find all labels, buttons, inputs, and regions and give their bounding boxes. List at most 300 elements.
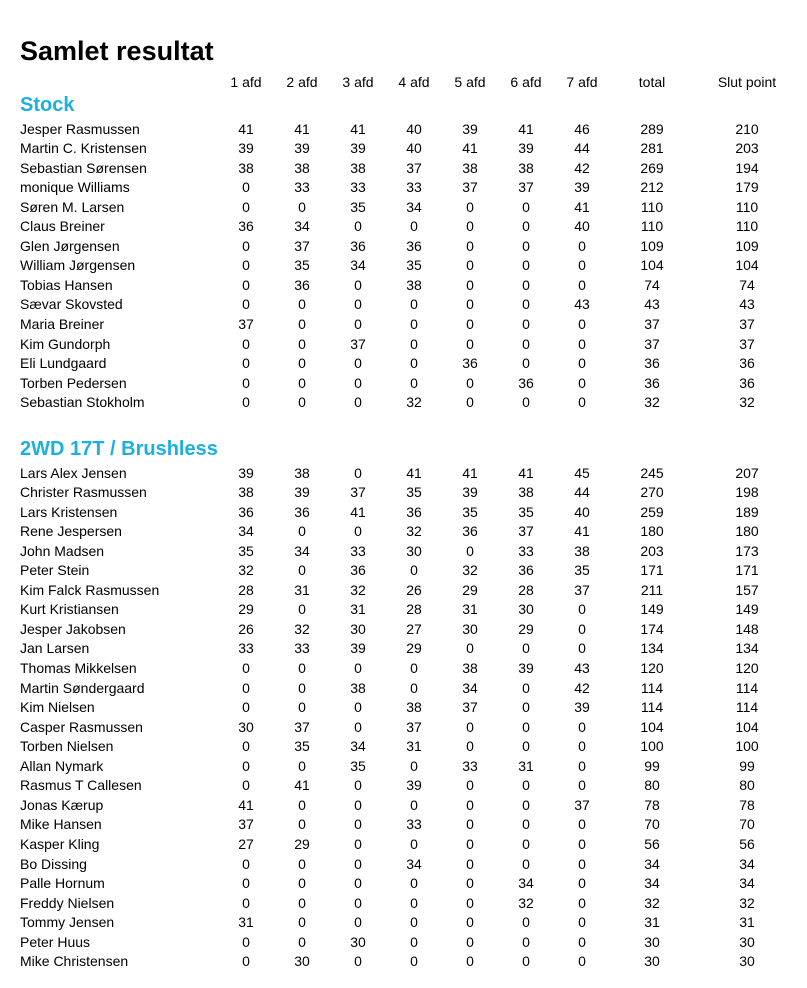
score-cell: 37 <box>238 816 254 833</box>
score-cell: 0 <box>466 237 474 254</box>
table-row <box>0 815 807 835</box>
score-cell: 0 <box>298 355 306 372</box>
score-cell: 39 <box>518 140 534 157</box>
score-cell: 41 <box>350 120 366 137</box>
score-cell: 34 <box>644 875 660 892</box>
score-cell: 39 <box>238 464 254 481</box>
score-cell: 31 <box>350 601 366 618</box>
score-cell: 174 <box>640 620 664 637</box>
score-cell: 0 <box>354 699 362 716</box>
table-row <box>0 835 807 855</box>
score-cell: 30 <box>350 620 366 637</box>
score-cell: 39 <box>518 660 534 676</box>
score-cell: 0 <box>466 933 474 950</box>
driver-name: Maria Breiner <box>20 316 105 332</box>
score-cell: 0 <box>242 679 250 696</box>
score-cell: 0 <box>242 335 250 352</box>
score-cell: 134 <box>640 640 664 657</box>
score-cell: 194 <box>735 159 759 176</box>
driver-name: Lars Alex Jensen <box>20 464 127 481</box>
score-cell: 38 <box>574 542 590 559</box>
score-cell: 0 <box>354 796 362 813</box>
score-cell: 41 <box>406 464 422 481</box>
score-cell: 207 <box>735 464 759 481</box>
score-cell: 0 <box>522 316 530 332</box>
score-cell: 41 <box>350 503 366 520</box>
score-cell: 134 <box>735 640 759 657</box>
score-cell: 34 <box>294 218 310 235</box>
score-cell: 0 <box>354 777 362 794</box>
score-cell: 39 <box>350 140 366 157</box>
score-cell: 0 <box>522 198 530 215</box>
score-cell: 29 <box>238 601 254 618</box>
score-cell: 0 <box>410 894 418 911</box>
score-cell: 0 <box>298 933 306 950</box>
score-cell: 0 <box>354 296 362 313</box>
score-cell: 0 <box>410 374 418 391</box>
score-cell: 37 <box>574 796 590 813</box>
score-cell: 38 <box>406 276 422 293</box>
score-cell: 41 <box>518 464 534 481</box>
score-cell: 39 <box>574 699 590 716</box>
score-cell: 37 <box>294 237 310 254</box>
table-row <box>0 217 807 237</box>
score-cell: 0 <box>522 777 530 794</box>
score-cell: 0 <box>578 394 586 411</box>
score-cell: 0 <box>578 316 586 332</box>
table-row <box>0 256 807 276</box>
driver-name: Martin C. Kristensen <box>20 140 147 157</box>
score-cell: 30 <box>644 933 660 950</box>
score-cell: 0 <box>354 953 362 970</box>
driver-name: Freddy Nielsen <box>20 894 115 911</box>
column-header: 7 afd <box>566 74 598 90</box>
score-cell: 0 <box>242 933 250 950</box>
score-cell: 0 <box>410 835 418 852</box>
table-row <box>0 620 807 640</box>
score-cell: 114 <box>640 679 664 696</box>
score-cell: 269 <box>640 159 664 176</box>
score-cell: 80 <box>739 777 755 794</box>
score-cell: 0 <box>466 374 474 391</box>
score-cell: 0 <box>410 914 418 931</box>
score-cell: 0 <box>466 777 474 794</box>
score-cell: 36 <box>644 374 660 391</box>
table-row <box>0 933 807 953</box>
score-cell: 37 <box>462 179 478 196</box>
score-cell: 43 <box>574 660 590 676</box>
score-cell: 0 <box>298 875 306 892</box>
score-cell: 36 <box>739 374 755 391</box>
table-row <box>0 503 807 523</box>
score-cell: 0 <box>466 914 474 931</box>
score-cell: 44 <box>574 484 590 501</box>
page-title: Samlet resultat <box>20 36 214 66</box>
score-cell: 39 <box>294 484 310 501</box>
score-cell: 39 <box>294 140 310 157</box>
score-cell: 0 <box>242 875 250 892</box>
score-cell: 0 <box>522 933 530 950</box>
score-cell: 43 <box>739 296 755 313</box>
score-cell: 0 <box>578 914 586 931</box>
score-cell: 0 <box>242 198 250 215</box>
score-cell: 0 <box>466 640 474 657</box>
score-cell: 37 <box>406 718 422 735</box>
score-cell: 109 <box>735 237 759 254</box>
score-cell: 0 <box>522 953 530 970</box>
score-cell: 0 <box>578 335 586 352</box>
score-cell: 0 <box>354 276 362 293</box>
score-cell: 37 <box>350 335 366 352</box>
score-cell: 43 <box>574 296 590 313</box>
score-cell: 0 <box>354 894 362 911</box>
score-cell: 27 <box>238 835 254 852</box>
score-cell: 39 <box>462 120 478 137</box>
driver-name: monique Williams <box>20 179 130 196</box>
score-cell: 0 <box>354 355 362 372</box>
driver-name: Kasper Kling <box>20 835 100 852</box>
score-cell: 38 <box>294 159 310 176</box>
score-cell: 171 <box>735 562 759 579</box>
table-row <box>0 393 807 413</box>
score-cell: 0 <box>578 855 586 872</box>
score-cell: 0 <box>298 335 306 352</box>
driver-name: Sebastian Sørensen <box>20 159 147 176</box>
score-cell: 74 <box>739 276 755 293</box>
score-cell: 0 <box>410 933 418 950</box>
column-header: total <box>638 74 666 90</box>
score-cell: 210 <box>735 120 759 137</box>
score-cell: 0 <box>410 875 418 892</box>
score-cell: 35 <box>574 562 590 579</box>
score-cell: 36 <box>406 503 422 520</box>
score-cell: 35 <box>238 542 254 559</box>
table-row <box>0 894 807 914</box>
score-cell: 37 <box>574 581 590 598</box>
score-cell: 39 <box>574 179 590 196</box>
score-cell: 0 <box>522 218 530 235</box>
score-cell: 32 <box>739 394 755 411</box>
score-cell: 30 <box>294 953 310 970</box>
table-row <box>0 796 807 816</box>
score-cell: 34 <box>644 855 660 872</box>
score-cell: 0 <box>410 562 418 579</box>
score-cell: 0 <box>410 757 418 774</box>
score-cell: 0 <box>522 835 530 852</box>
score-cell: 173 <box>735 542 759 559</box>
score-cell: 37 <box>350 484 366 501</box>
score-cell: 0 <box>242 374 250 391</box>
score-cell: 26 <box>238 620 254 637</box>
score-cell: 29 <box>406 640 422 657</box>
score-cell: 41 <box>574 198 590 215</box>
score-cell: 36 <box>294 276 310 293</box>
score-cell: 38 <box>350 679 366 696</box>
score-cell: 0 <box>298 601 306 618</box>
score-cell: 41 <box>294 120 310 137</box>
table-row <box>0 295 807 315</box>
table-row <box>0 276 807 296</box>
score-cell: 0 <box>522 257 530 274</box>
table-row <box>0 120 807 140</box>
table-row <box>0 374 807 394</box>
score-cell: 36 <box>462 355 478 372</box>
score-cell: 259 <box>640 503 664 520</box>
score-cell: 0 <box>298 816 306 833</box>
driver-name: Kurt Kristiansen <box>20 601 119 618</box>
table-row <box>0 464 807 484</box>
table-row <box>0 757 807 777</box>
score-cell: 40 <box>574 218 590 235</box>
score-cell: 80 <box>644 777 660 794</box>
score-cell: 0 <box>578 374 586 391</box>
score-cell: 0 <box>578 875 586 892</box>
score-cell: 38 <box>518 484 534 501</box>
score-cell: 114 <box>640 699 664 716</box>
score-cell: 36 <box>406 237 422 254</box>
score-cell: 0 <box>242 237 250 254</box>
score-cell: 36 <box>238 218 254 235</box>
score-cell: 41 <box>238 120 254 137</box>
score-cell: 0 <box>242 179 250 196</box>
driver-name: Jan Larsen <box>20 640 90 657</box>
score-cell: 0 <box>298 316 306 332</box>
score-cell: 0 <box>298 394 306 411</box>
score-cell: 0 <box>522 276 530 293</box>
score-cell: 110 <box>640 218 664 235</box>
score-cell: 0 <box>410 335 418 352</box>
table-row <box>0 178 807 198</box>
score-cell: 0 <box>354 316 362 332</box>
table-row <box>0 698 807 718</box>
score-cell: 0 <box>466 276 474 293</box>
driver-name: John Madsen <box>20 542 105 559</box>
driver-name: Søren M. Larsen <box>20 198 125 215</box>
score-cell: 40 <box>406 140 422 157</box>
score-cell: 0 <box>298 660 306 676</box>
score-cell: 36 <box>644 355 660 372</box>
score-cell: 0 <box>298 855 306 872</box>
score-cell: 0 <box>522 816 530 833</box>
score-cell: 37 <box>406 159 422 176</box>
score-cell: 0 <box>578 835 586 852</box>
table-row <box>0 737 807 757</box>
score-cell: 0 <box>578 640 586 657</box>
score-cell: 120 <box>640 660 664 676</box>
score-cell: 35 <box>350 757 366 774</box>
score-cell: 0 <box>578 894 586 911</box>
score-cell: 38 <box>518 159 534 176</box>
driver-name: Glen Jørgensen <box>20 237 120 254</box>
score-cell: 171 <box>640 562 664 579</box>
score-cell: 245 <box>640 464 664 481</box>
score-cell: 38 <box>350 159 366 176</box>
score-cell: 45 <box>574 464 590 481</box>
score-cell: 0 <box>466 542 474 559</box>
score-cell: 39 <box>238 140 254 157</box>
score-cell: 32 <box>739 894 755 911</box>
score-cell: 39 <box>406 777 422 794</box>
score-cell: 99 <box>644 757 660 774</box>
driver-name: Mike Christensen <box>20 953 129 970</box>
score-cell: 0 <box>298 296 306 313</box>
score-cell: 0 <box>522 855 530 872</box>
score-cell: 40 <box>406 120 422 137</box>
score-cell: 35 <box>294 257 310 274</box>
driver-name: Bo Dissing <box>20 855 87 872</box>
score-cell: 0 <box>522 796 530 813</box>
score-cell: 42 <box>574 159 590 176</box>
score-cell: 0 <box>522 738 530 755</box>
table-row <box>0 952 807 972</box>
score-cell: 0 <box>522 394 530 411</box>
score-cell: 34 <box>518 875 534 892</box>
score-cell: 34 <box>739 875 755 892</box>
score-cell: 180 <box>735 523 759 540</box>
score-cell: 203 <box>640 542 664 559</box>
score-cell: 189 <box>735 503 759 520</box>
score-cell: 0 <box>578 953 586 970</box>
score-cell: 0 <box>578 718 586 735</box>
score-cell: 0 <box>578 601 586 618</box>
score-cell: 31 <box>739 914 755 931</box>
driver-name: Kim Nielsen <box>20 699 95 716</box>
score-cell: 38 <box>462 159 478 176</box>
table-row <box>0 600 807 620</box>
score-cell: 33 <box>406 179 422 196</box>
table-row <box>0 855 807 875</box>
score-cell: 0 <box>578 620 586 637</box>
score-cell: 0 <box>578 738 586 755</box>
driver-name: Thomas Mikkelsen <box>20 660 137 676</box>
score-cell: 31 <box>644 914 660 931</box>
score-cell: 42 <box>574 679 590 696</box>
score-cell: 0 <box>466 394 474 411</box>
driver-name: Claus Breiner <box>20 218 105 235</box>
score-cell: 0 <box>298 757 306 774</box>
score-cell: 30 <box>406 542 422 559</box>
score-cell: 41 <box>574 523 590 540</box>
score-cell: 0 <box>522 335 530 352</box>
score-cell: 0 <box>354 394 362 411</box>
score-cell: 0 <box>242 855 250 872</box>
score-cell: 0 <box>242 894 250 911</box>
score-cell: 99 <box>739 757 755 774</box>
score-cell: 0 <box>410 296 418 313</box>
score-cell: 198 <box>735 484 759 501</box>
score-cell: 36 <box>350 237 366 254</box>
score-cell: 0 <box>242 394 250 411</box>
score-cell: 32 <box>644 394 660 411</box>
table-row <box>0 354 807 374</box>
score-cell: 30 <box>350 933 366 950</box>
score-cell: 0 <box>578 757 586 774</box>
driver-name: Palle Hornum <box>20 875 105 892</box>
driver-name: Eli Lundgaard <box>20 355 107 372</box>
score-cell: 0 <box>354 660 362 676</box>
score-cell: 37 <box>518 179 534 196</box>
table-row <box>0 315 807 335</box>
score-cell: 0 <box>298 374 306 391</box>
score-cell: 0 <box>242 296 250 313</box>
score-cell: 0 <box>242 660 250 676</box>
table-row <box>0 679 807 699</box>
column-header: 6 afd <box>510 74 542 90</box>
score-cell: 0 <box>466 855 474 872</box>
score-cell: 32 <box>644 894 660 911</box>
section-title: Stock <box>20 94 75 116</box>
score-cell: 31 <box>518 757 534 774</box>
score-cell: 0 <box>298 796 306 813</box>
score-cell: 0 <box>466 953 474 970</box>
score-cell: 180 <box>640 523 664 540</box>
driver-name: Rasmus T Callesen <box>20 777 142 794</box>
score-cell: 32 <box>462 562 478 579</box>
score-cell: 270 <box>640 484 664 501</box>
score-cell: 0 <box>354 835 362 852</box>
score-cell: 33 <box>294 179 310 196</box>
score-cell: 30 <box>739 933 755 950</box>
score-cell: 27 <box>406 620 422 637</box>
column-header: 2 afd <box>286 74 318 90</box>
score-cell: 0 <box>522 237 530 254</box>
score-cell: 0 <box>298 699 306 716</box>
score-cell: 0 <box>354 816 362 833</box>
driver-name: Tobias Hansen <box>20 276 113 293</box>
score-cell: 0 <box>578 355 586 372</box>
score-cell: 0 <box>354 718 362 735</box>
score-cell: 0 <box>354 523 362 540</box>
score-cell: 281 <box>640 140 664 157</box>
score-cell: 37 <box>739 316 755 332</box>
driver-name: Jonas Kærup <box>20 796 104 813</box>
column-header: 5 afd <box>454 74 486 90</box>
score-cell: 28 <box>238 581 254 598</box>
score-cell: 0 <box>466 296 474 313</box>
score-cell: 0 <box>522 914 530 931</box>
column-header: 4 afd <box>398 74 430 90</box>
table-row <box>0 139 807 159</box>
score-cell: 0 <box>522 355 530 372</box>
section-title: 2WD 17T / Brushless <box>20 438 218 460</box>
score-cell: 0 <box>242 757 250 774</box>
score-cell: 0 <box>466 816 474 833</box>
score-cell: 0 <box>578 933 586 950</box>
driver-name: William Jørgensen <box>20 257 136 274</box>
score-cell: 31 <box>294 581 310 598</box>
score-cell: 30 <box>739 953 755 970</box>
score-cell: 0 <box>354 374 362 391</box>
score-cell: 35 <box>406 257 422 274</box>
score-cell: 0 <box>466 257 474 274</box>
score-cell: 31 <box>406 738 422 755</box>
score-cell: 0 <box>522 699 530 716</box>
score-cell: 36 <box>462 523 478 540</box>
driver-name: Kim Gundorph <box>20 335 111 352</box>
score-cell: 37 <box>644 316 660 332</box>
driver-name: Rene Jespersen <box>20 523 122 540</box>
score-cell: 0 <box>298 562 306 579</box>
score-cell: 114 <box>735 699 759 716</box>
table-row <box>0 542 807 562</box>
score-cell: 0 <box>578 777 586 794</box>
score-cell: 37 <box>644 335 660 352</box>
driver-name: Martin Søndergaard <box>20 679 145 696</box>
score-cell: 0 <box>522 718 530 735</box>
score-cell: 41 <box>238 796 254 813</box>
score-cell: 0 <box>466 796 474 813</box>
score-cell: 0 <box>466 875 474 892</box>
